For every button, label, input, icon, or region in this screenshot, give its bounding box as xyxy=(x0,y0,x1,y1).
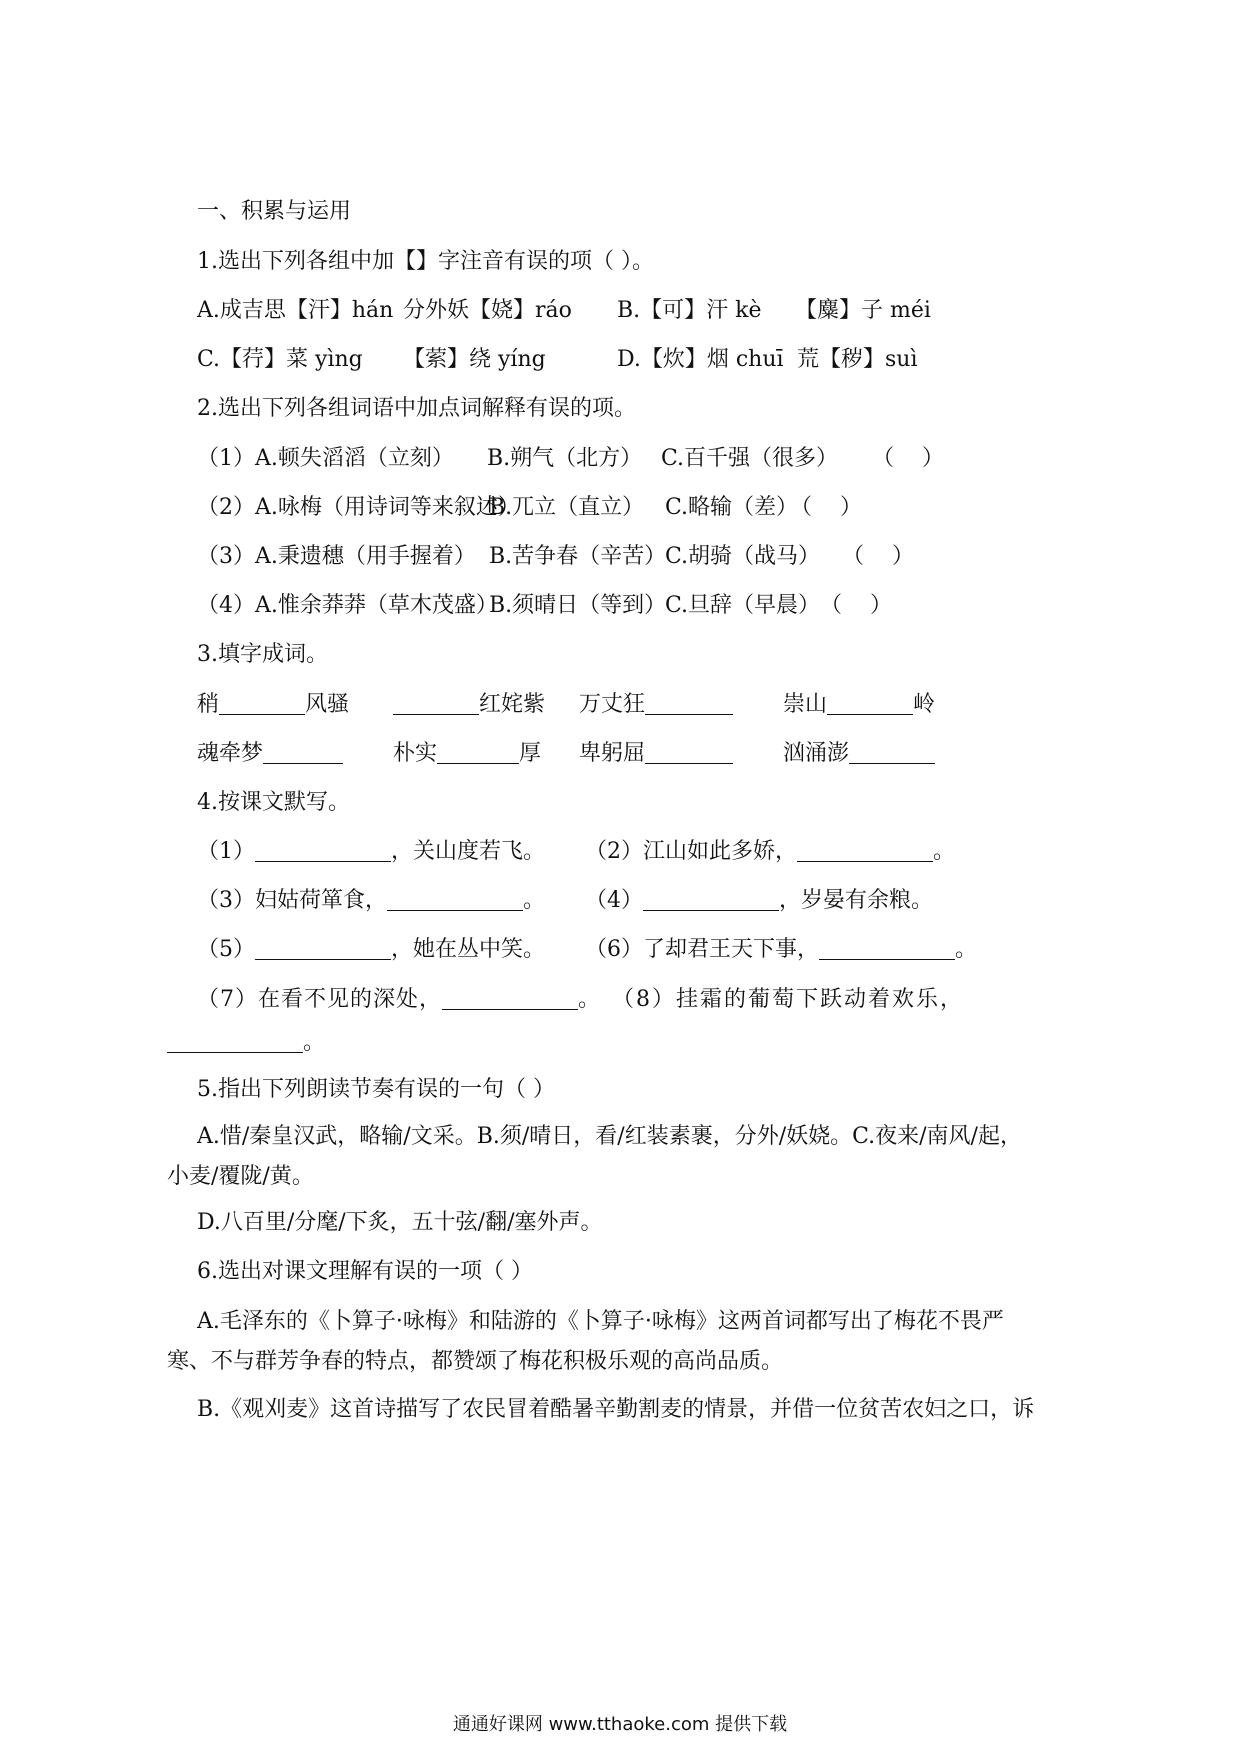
q2-row4-b: B.须晴日（等到） xyxy=(489,593,667,618)
q6-stem: 6.选出对课文理解有误的一项（ ） xyxy=(197,1259,533,1284)
q2-row1-a: （1）A.顿失滔滔（立刻） xyxy=(197,446,454,471)
q2-row1-b: B.朔气（北方） xyxy=(487,446,643,471)
q3-word-2: 红姹紫 xyxy=(393,690,545,720)
q3-word-3: 万丈狂 xyxy=(579,690,733,720)
q1-option-b1: B.【可】汗 kè xyxy=(617,298,762,323)
section-title: 一、积累与运用 xyxy=(197,199,352,224)
q2-row3-c: C.胡骑（战马） xyxy=(665,544,821,569)
q1-option-d1: D.【炊】烟 chuī xyxy=(617,347,784,372)
q2-row4-a: （4）A.惟余莽莽（草木茂盛） xyxy=(197,593,498,618)
q2-row2-c: C.略输（差） xyxy=(665,495,799,520)
q2-stem: 2.选出下列各组词语中加点词解释有误的项。 xyxy=(197,396,636,421)
q2-row4-paren: （ ） xyxy=(820,593,892,618)
q3-word-5: 魂牵梦 xyxy=(197,739,343,769)
q4-item-2: （2）江山如此多娇， 。 xyxy=(585,839,956,864)
q6-option-a-line-1: A.毛泽东的《卜算子·咏梅》和陆游的《卜算子·咏梅》这两首词都写出了梅花不畏严 xyxy=(197,1309,1004,1334)
q1-option-c2: 【萦】绕 yíng xyxy=(403,347,546,372)
q6-option-a-line-2: 寒、不与群芳争春的特点，都赞颂了梅花积极乐观的高尚品质。 xyxy=(167,1349,784,1374)
q3-word-8: 汹涌澎 xyxy=(783,739,935,769)
q1-option-a1: A.成吉思【汗】hán xyxy=(197,298,394,323)
q2-row2-b: B.兀立（直立） xyxy=(489,495,645,520)
q2-row2-a: （2）A.咏梅（用诗词等来叙述） xyxy=(197,495,520,520)
q1-stem: 1.选出下列各组中加【】字注音有误的项（ ）。 xyxy=(197,249,654,274)
q4-item-8: （8）挂霜的葡萄下跃动着欢乐， xyxy=(612,987,964,1012)
q4-stem: 4.按课文默写。 xyxy=(197,790,350,815)
q2-row3-a: （3）A.秉遗穗（用手握着） xyxy=(197,544,476,569)
q5-line-2: 小麦/覆陇/黄。 xyxy=(167,1164,314,1189)
q2-row2-paren: （ ） xyxy=(790,495,862,520)
q4-item-7: （7）在看不见的深处， 。 xyxy=(197,987,602,1012)
q4-item-5: （5） ，她在丛中笑。 xyxy=(197,937,546,962)
q2-row4-c: C.旦辞（早晨） xyxy=(665,593,821,618)
q3-stem: 3.填字成词。 xyxy=(197,642,328,667)
q3-word-7: 卑躬屈 xyxy=(579,739,733,769)
q3-word-6: 朴实 厚 xyxy=(393,741,542,766)
q4-item-8-continued: 。 xyxy=(167,1028,325,1058)
q4-item-3: （3）妇姑荷箪食， 。 xyxy=(197,888,546,913)
q4-item-1: （1） ，关山度若飞。 xyxy=(197,839,546,864)
q5-line-1: A.惜/秦皇汉武，略输/文采。B.须/晴日，看/红装素裹，分外/妖娆。C.夜来/南风/起， xyxy=(197,1124,1022,1149)
q4-item-4: （4） ，岁晏有余粮。 xyxy=(585,888,934,913)
q3-word-1: 稍 风骚 xyxy=(197,692,350,717)
q2-row1-paren: （ ） xyxy=(872,446,944,471)
q1-option-b2: 【麋】子 méi xyxy=(795,298,931,323)
q1-option-c1: C.【荇】菜 yìng xyxy=(197,347,363,372)
q6-option-b-line-1: B.《观刈麦》这首诗描写了农民冒着酷暑辛勤割麦的情景，并借一位贫苦农妇之口，诉 xyxy=(197,1397,1035,1422)
page-footer: 通通好课网 www.tthaoke.com 提供下载 xyxy=(452,1714,788,1735)
q4-item-6: （6）了却君王天下事， 。 xyxy=(585,937,978,962)
q1-option-a2: 分外妖【娆】ráo xyxy=(403,298,572,323)
q2-row1-c: C.百千强（很多） xyxy=(661,446,839,471)
q2-row3-paren: （ ） xyxy=(842,544,914,569)
q5-line-3: D.八百里/分麾/下炙，五十弦/翻/塞外声。 xyxy=(197,1210,603,1235)
q2-row3-b: B.苦争春（辛苦） xyxy=(489,544,667,569)
q5-stem: 5.指出下列朗读节奏有误的一句（ ） xyxy=(197,1077,555,1102)
q1-option-d2: 荒【秽】suì xyxy=(797,347,918,372)
q3-word-4: 崇山 岭 xyxy=(783,692,936,717)
